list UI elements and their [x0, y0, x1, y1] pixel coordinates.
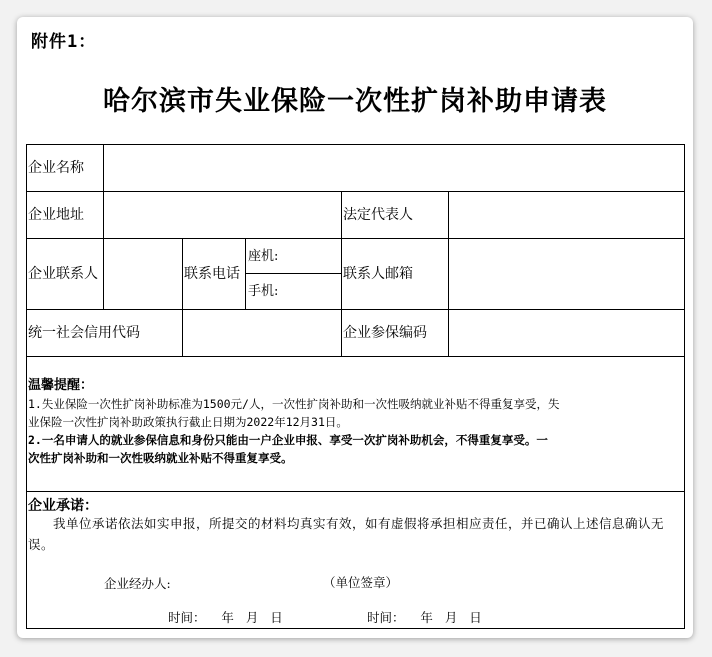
contact-person-label: 企业联系人	[28, 266, 98, 282]
row-divider	[26, 238, 685, 239]
seal-label: （单位签章）	[323, 575, 399, 590]
company-name-label: 企业名称	[28, 160, 84, 176]
handler-label: 企业经办人:	[104, 576, 171, 591]
table-border-top	[26, 144, 685, 145]
form-title: 哈尔滨市失业保险一次性扩岗补助申请表	[103, 86, 607, 117]
commitment-text: 我单位承诺依法如实申报，所提交的材料均真实有效，如有虚假将承担相应责任，并已确认上述信息确认无误。	[28, 516, 665, 552]
row-divider	[26, 191, 685, 192]
col-divider	[103, 144, 104, 310]
insurance-code-label: 企业参保编码	[343, 325, 427, 341]
date-left: 时间： 年 月 日	[168, 610, 283, 625]
legal-rep-label: 法定代表人	[343, 207, 413, 223]
contact-email-label: 联系人邮箱	[343, 266, 413, 282]
row-divider	[26, 491, 685, 492]
col-divider	[245, 238, 246, 310]
col-divider	[182, 238, 183, 357]
date-right: 时间： 年 月 日	[367, 610, 482, 625]
notice-item-1-line-2: 业保险一次性扩岗补助政策执行截止日期为2022年12月31日。	[28, 415, 348, 429]
mobile-label: 手机:	[248, 284, 279, 299]
table-border-bottom	[26, 628, 685, 629]
notice-heading: 温馨提醒：	[28, 378, 94, 393]
credit-code-label: 统一社会信用代码	[28, 325, 140, 341]
notice-item-2-line-1: 2.一名申请人的就业参保信息和身份只能由一户企业申报、享受一次扩岗补助机会，不得重复享受。一	[28, 433, 548, 447]
phone-divider	[245, 273, 341, 274]
attachment-label: 附件1：	[31, 32, 97, 52]
landline-label: 座机:	[248, 249, 279, 264]
commitment-heading: 企业承诺：	[28, 498, 98, 514]
table-border-left	[26, 144, 27, 629]
col-divider	[448, 191, 449, 357]
company-address-label: 企业地址	[28, 207, 84, 223]
application-form-page	[17, 17, 693, 638]
row-divider	[26, 309, 685, 310]
row-divider	[26, 356, 685, 357]
notice-item-2-line-2: 次性扩岗补助和一次性吸纳就业补贴不得重复享受。	[28, 451, 293, 465]
contact-phone-label: 联系电话	[184, 266, 240, 282]
table-border-right	[684, 144, 685, 629]
col-divider	[341, 191, 342, 357]
notice-item-1-line-1: 1.失业保险一次性扩岗补助标准为1500元/人，一次性扩岗补助和一次性吸纳就业补贴不得重复享受，失	[28, 397, 560, 411]
